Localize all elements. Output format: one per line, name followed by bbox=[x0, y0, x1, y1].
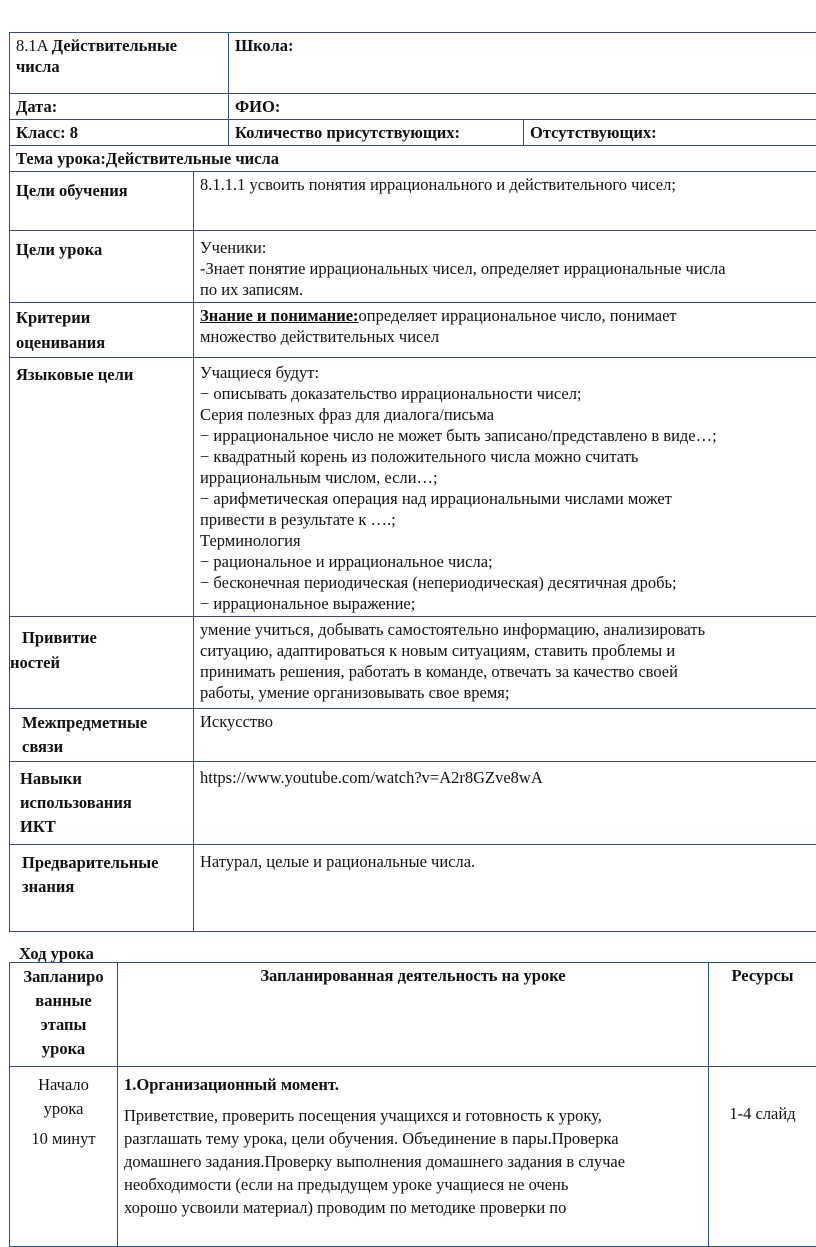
absent-cell: Отсутствующих: bbox=[524, 120, 816, 146]
cross-text: Искусство bbox=[194, 709, 816, 762]
stage-cell: Начало урока 10 минут bbox=[10, 1067, 118, 1247]
topic-value: Действительные числа bbox=[106, 149, 279, 168]
lesson-goals-text: Ученики: -Знает понятие иррациональных чисел, определяет иррациональные числа по их записям. bbox=[194, 231, 816, 303]
col-activity-header: Запланированная деятельность на уроке bbox=[118, 963, 709, 1067]
lesson-flow-heading: Ход урока bbox=[19, 944, 94, 964]
ict-link[interactable]: https://www.youtube.com/watch?v=A2r8GZve8wA bbox=[194, 762, 816, 845]
activity-cell: 1.Организационный момент. Приветствие, проверить посещения учащихся и готовность к уроку, разглашать тему урока, цели обучения. Объединение в пары.Проверка домашнего задания.Проверку выполнения домашнего задания в случае необходимости (если на предыдущем уроке учащиеся не очень хорошо усвоили материал) проводим по методике проверки по bbox=[118, 1067, 709, 1247]
lesson-flow-table bbox=[9, 962, 816, 1247]
criteria-label: Критерии оценивания bbox=[10, 303, 194, 358]
language-goals-label: Языковые цели bbox=[10, 358, 194, 617]
unit-cell bbox=[10, 33, 229, 94]
learning-goals-text: 8.1.1.1 усвоить понятия иррационального и действительного чисел; bbox=[194, 172, 816, 231]
resource-cell: 1-4 слайд bbox=[709, 1067, 816, 1247]
learning-goals-label: Цели обучения bbox=[10, 172, 194, 231]
school-cell: Школа: bbox=[229, 33, 816, 94]
present-cell: Количество присутствующих: bbox=[229, 120, 524, 146]
ict-label: Навыки использования ИКТ bbox=[10, 762, 194, 845]
criteria-text: Знание и понимание:определяет иррациональное число, понимает множество действительных чисел bbox=[194, 303, 816, 358]
date-cell: Дата: bbox=[10, 94, 229, 120]
class-cell: Класс: 8 bbox=[10, 120, 229, 146]
activity-title: 1.Организационный момент. bbox=[124, 1073, 702, 1096]
topic-label: Тема урока: bbox=[16, 149, 106, 168]
cross-label: Межпредметные связи bbox=[10, 709, 194, 762]
unit-topic: Действительные числа bbox=[16, 36, 177, 76]
fio-cell: ФИО: bbox=[229, 94, 816, 120]
col-resources-header: Ресурсы bbox=[709, 963, 816, 1067]
lesson-goals-label: Цели урока bbox=[10, 231, 194, 303]
language-goals-text: Учащиеся будут: − описывать доказательство иррациональности чисел; Серия полезных фраз для диалога/письма − иррациональное число не может быть записано/представлено в виде…; − квадратный корень из положительного числа можно считать иррациональным числом, если…; − арифметическая операция над иррациональными числами может привести в результате к ….; Терминология − рациональное и иррациональное числа; − бесконечная периодическая (непериодическая) десятичная дробь; − иррациональное выражение; bbox=[194, 358, 816, 617]
values-text: умение учиться, добывать самостоятельно информацию, анализировать ситуацию, адаптироваться к новым ситуациям, ставить проблемы и принимать решения, работать в команде, отвечать за качество своей работы, умение организовывать свое время; bbox=[194, 617, 816, 709]
lesson-plan-header-table bbox=[9, 32, 816, 932]
col-stage-header: Запланиро ванные этапы урока bbox=[10, 963, 118, 1067]
prior-text: Натурал, целые и рациональные числа. bbox=[194, 845, 816, 932]
topic-cell bbox=[10, 146, 816, 172]
values-label: Привитие ностей bbox=[10, 617, 194, 709]
prior-label: Предварительные знания bbox=[10, 845, 194, 932]
unit-code: 8.1A bbox=[16, 36, 48, 55]
